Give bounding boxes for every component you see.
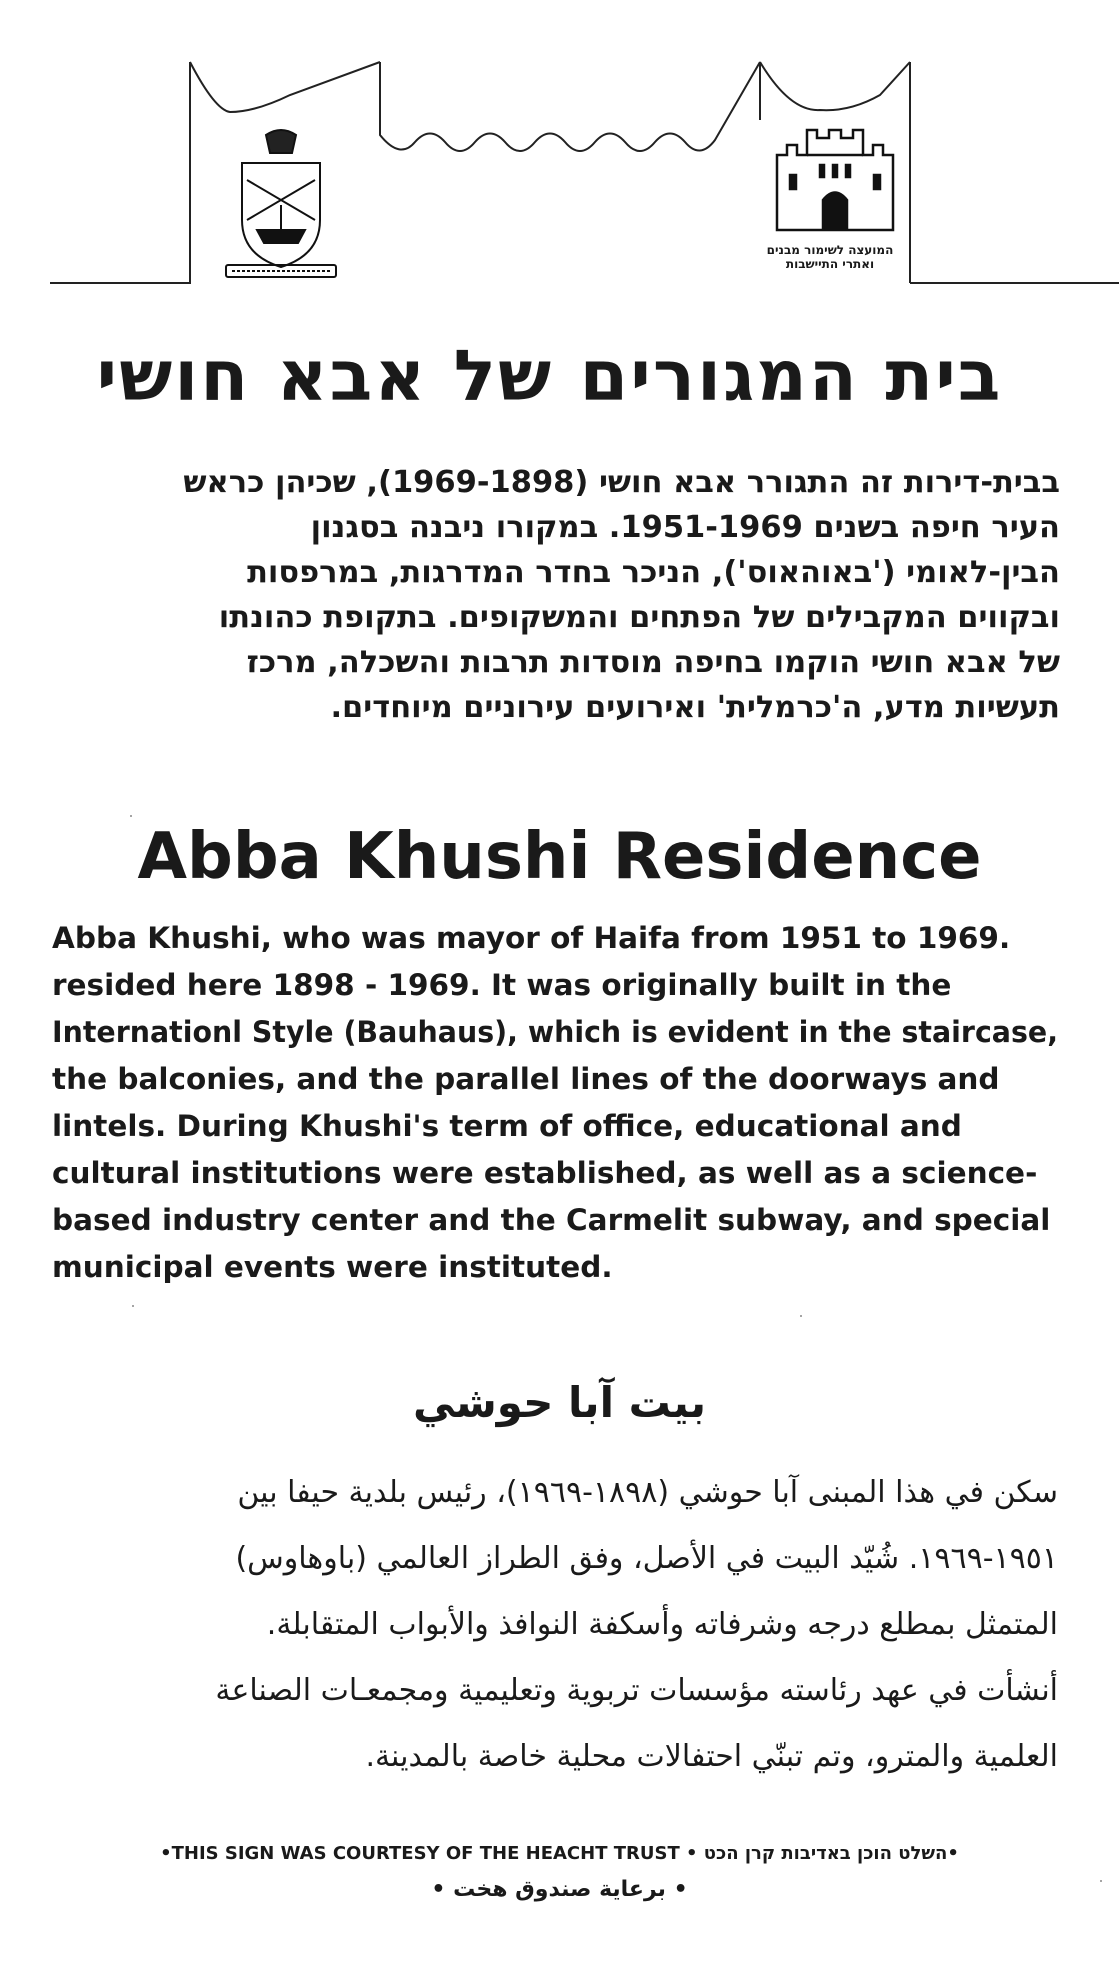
arabic-title: بيت آبا حوشي xyxy=(413,1378,706,1427)
decorative-top-frame xyxy=(0,0,1119,300)
english-line: based industry center and the Carmelit subway, and special xyxy=(52,1203,1051,1237)
english-line: municipal events were instituted. xyxy=(52,1250,613,1284)
hebrew-line: הבין-לאומי ('באוהאוס'), הניכר בחדר המדרגות, במרפסות xyxy=(247,555,1060,590)
council-caption-line-2: ואתרי התיישבות xyxy=(785,257,875,271)
hebrew-title: בית המגורים של אבא חושי xyxy=(96,335,1003,417)
scan-speck xyxy=(132,1305,134,1307)
arabic-line: ١٩٥١-١٩٦٩. شُيّد البيت في الأصل، وفق الطراز العالمي (باوهاوس) xyxy=(235,1541,1058,1576)
hebrew-line: ובקווים המקבילים של הפתחים והמשקופים. בתקופת כהונתו xyxy=(218,600,1060,635)
council-caption-line-1: המועצה לשימור מבנים xyxy=(766,243,894,257)
footer-arabic-courtesy-line: • برعاية صندوق هخت • xyxy=(431,1877,688,1902)
english-line: the balconies, and the parallel lines of the doorways and xyxy=(52,1062,1000,1096)
scan-speck xyxy=(1100,1880,1102,1882)
hebrew-line: תעשיות מדע, ה'כרמלית' ואירועים עירוניים מיוחדים. xyxy=(330,690,1060,725)
arabic-body xyxy=(58,1460,1058,1790)
haifa-coat-of-arms-icon xyxy=(222,125,340,285)
english-title: Abba Khushi Residence xyxy=(137,820,982,894)
hebrew-line: של אבא חושי הוקמו בחיפה מוסדות תרבות והשכלה, מרכז xyxy=(246,645,1060,680)
arabic-line: سكن في هذا المبنى آبا حوشي (١٨٩٨-١٩٦٩)، رئيس بلدية حيفا بين xyxy=(237,1475,1058,1510)
arabic-line: العلمية والمترو، وتم تبنّي احتفالات محلية خاصة بالمدينة. xyxy=(365,1739,1058,1774)
english-line: lintels. During Khushi's term of office, educational and xyxy=(52,1109,962,1143)
footer-courtesy-line: •THIS SIGN WAS COURTESY OF THE HEACHT TRUST • השלט הוכן באדיבות קרן הכט• xyxy=(160,1843,959,1864)
english-line: Abba Khushi, who was mayor of Haifa from 1951 to 1969. xyxy=(52,921,1011,955)
council-preservation-caption xyxy=(735,243,925,271)
hebrew-line: העיר חיפה בשנים 1951-1969. במקורו ניבנה בסגנון xyxy=(310,510,1060,545)
hebrew-body xyxy=(50,460,1060,730)
english-line: Internationl Style (Bauhaus), which is evident in the staircase, xyxy=(52,1015,1058,1049)
arabic-line: أنشأت في عهد رئاسته مؤسسات تربوية وتعليمية ومجمعـات الصناعة xyxy=(215,1673,1058,1708)
hebrew-line: בבית-דירות זה התגורר אבא חושי (1969-1898), שכיהן כראש xyxy=(183,465,1060,500)
scan-speck xyxy=(130,815,132,817)
scan-speck xyxy=(800,1315,802,1317)
english-line: resided here 1898 - 1969. It was originally built in the xyxy=(52,968,952,1002)
arabic-line: المتمثل بمطلع درجه وشرفاته وأسكفة النوافذ والأبواب المتقابلة. xyxy=(266,1607,1058,1642)
english-body xyxy=(52,915,1058,1291)
english-line: cultural institutions were established, as well as a science- xyxy=(52,1156,1038,1190)
